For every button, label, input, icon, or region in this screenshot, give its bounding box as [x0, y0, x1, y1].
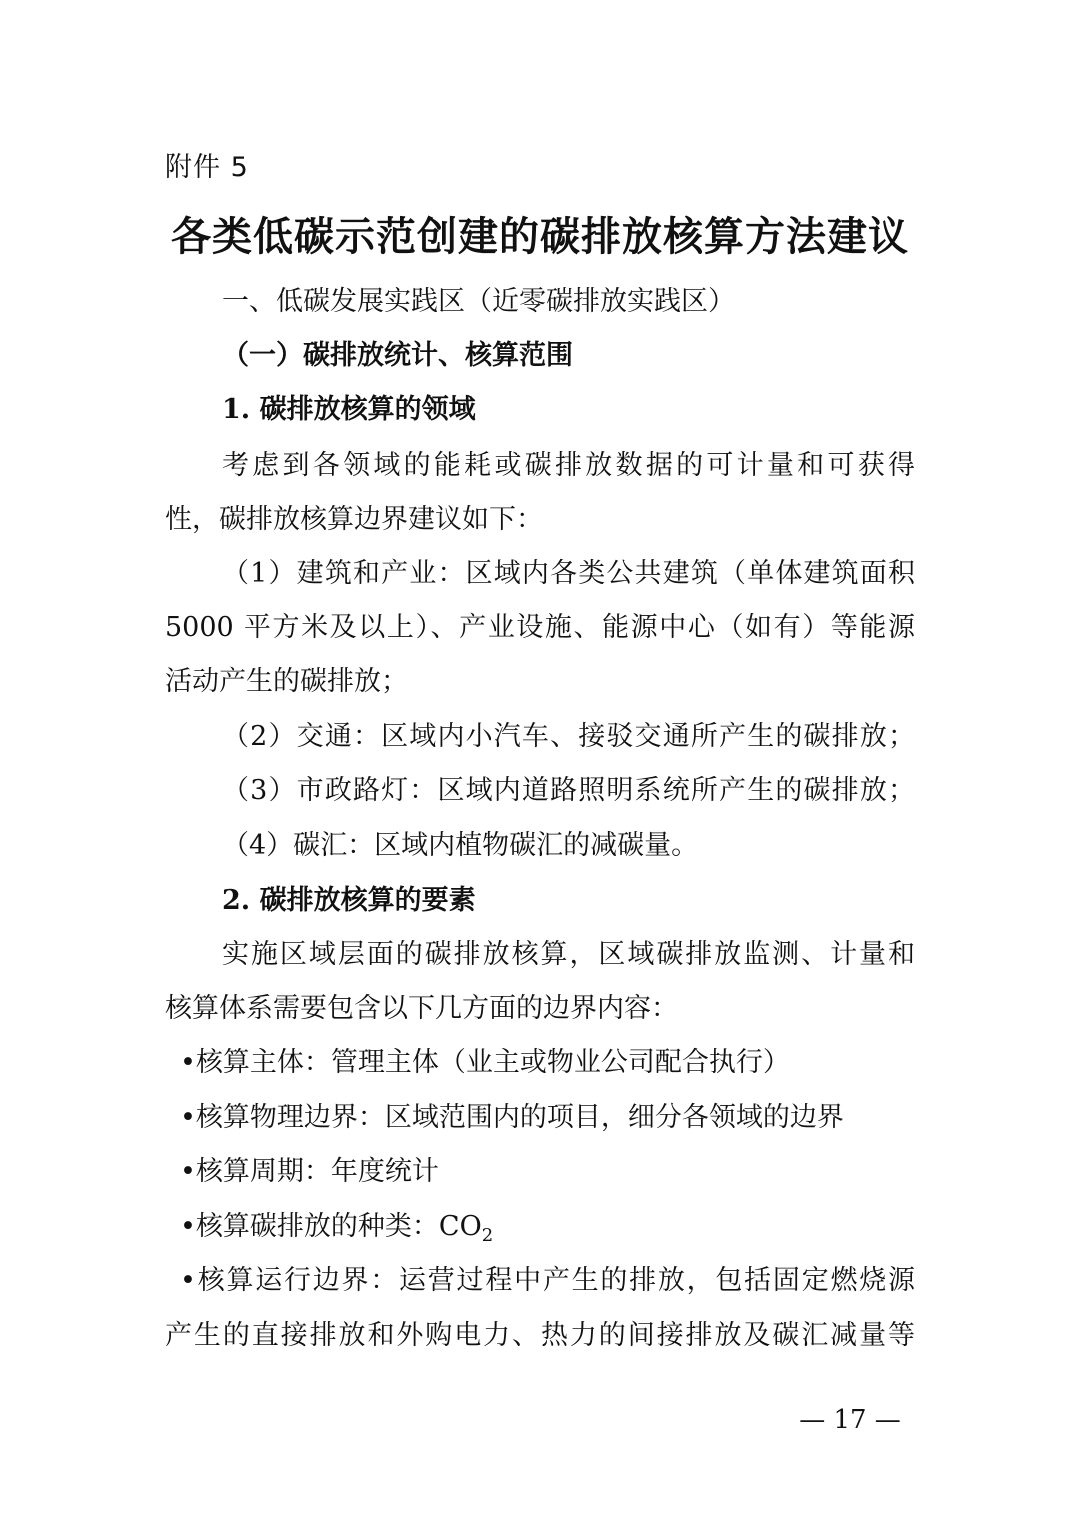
paragraph-line: 考虑到各领域的能耗或碳排放数据的可计量和可获得 [222, 450, 915, 481]
subscript-text: 2 [481, 1225, 494, 1246]
document-title: 各类低碳示范创建的碳排放核算方法建议 [171, 214, 909, 260]
bullet-text: •核算碳排放的种类：CO [180, 1211, 482, 1242]
bullet-item: •核算周期：年度统计 [180, 1156, 439, 1187]
list-item-3: （3）市政路灯：区域内道路照明系统所产生的碳排放； [222, 775, 915, 806]
paragraph-line: 实施区域层面的碳排放核算，区域碳排放监测、计量和 [222, 939, 915, 970]
list-item-1-line: （1）建筑和产业：区域内各类公共建筑（单体建筑面积 [222, 558, 915, 589]
list-item-1-line: 5000 平方米及以上）、产业设施、能源中心（如有）等能源 [165, 612, 915, 643]
bullet-item: •核算物理边界：区域范围内的项目，细分各领域的边界 [180, 1102, 844, 1133]
section-heading: 一、低碳发展实践区（近零碳排放实践区） [222, 286, 735, 317]
bullet-item: •核算运行边界：运营过程中产生的排放，包括固定燃烧源 [180, 1265, 915, 1296]
item2-heading: 2. 碳排放核算的要素 [222, 885, 476, 916]
bullet-item: •核算主体：管理主体（业主或物业公司配合执行） [180, 1047, 790, 1078]
subsection-heading: （一）碳排放统计、核算范围 [222, 340, 573, 371]
paragraph-line: 核算体系需要包含以下几方面的边界内容： [165, 993, 678, 1024]
list-item-1-line: 活动产生的碳排放； [165, 666, 408, 697]
bullet-item [180, 1210, 493, 1253]
list-item-2: （2）交通：区域内小汽车、接驳交通所产生的碳排放； [222, 721, 915, 752]
item1-heading: 1. 碳排放核算的领域 [222, 394, 476, 425]
attachment-label: 附件 5 [165, 152, 249, 183]
bullet-item-continuation: 产生的直接排放和外购电力、热力的间接排放及碳汇减量等 [165, 1320, 915, 1351]
list-item-4: （4）碳汇：区域内植物碳汇的减碳量。 [222, 830, 699, 861]
page-number: — 17 — [799, 1405, 901, 1435]
paragraph-line: 性，碳排放核算边界建议如下： [165, 504, 543, 535]
